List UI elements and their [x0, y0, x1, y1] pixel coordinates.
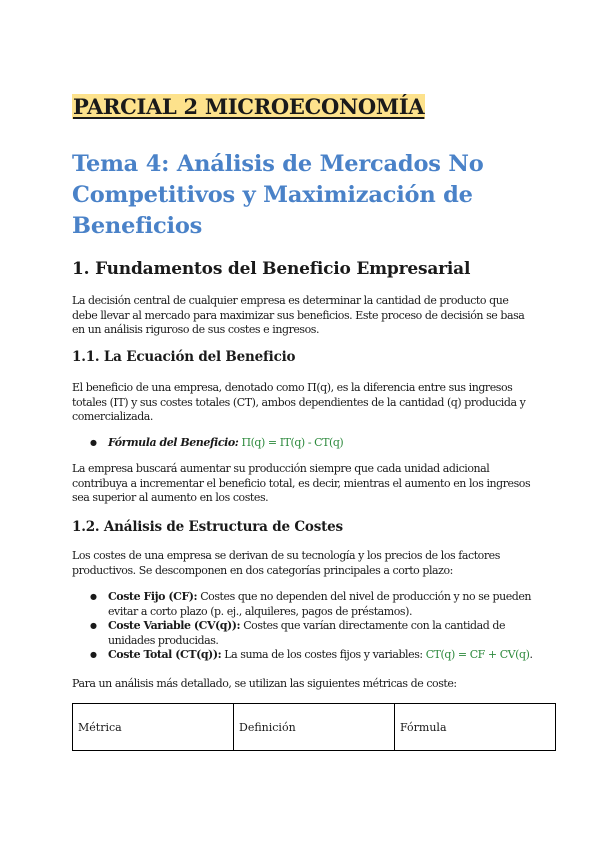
list-item	[72, 619, 538, 648]
bullet-label: Fórmula del Beneficio:	[108, 436, 239, 449]
bullet-text: Costes que varían directamente con la cantidad de unidades producidas.	[108, 619, 506, 647]
document-title-text: PARCIAL 2 MICROECONOMÍA	[73, 94, 425, 119]
list-item	[72, 590, 538, 619]
table-row	[73, 704, 556, 751]
bullet-label: Coste Total (CT(q)):	[108, 648, 222, 661]
benefit-formula: Π(q) = IT(q) - CT(q)	[241, 436, 344, 449]
bullet-end: .	[529, 648, 533, 661]
benefit-formula-list	[72, 436, 538, 451]
document-title	[72, 94, 425, 119]
topic-title: Tema 4: Análisis de Mercados No Competitivos y Maximización de Beneficios	[72, 151, 484, 239]
section-1-2-paragraph: Los costes de una empresa se derivan de su tecnología y los precios de los factores productivos. Se descomponen en dos categorías principales a corto plazo:	[72, 549, 500, 577]
table-header-cell: Métrica	[73, 704, 234, 751]
section-1-1-paragraph-2: La empresa buscará aumentar su producción siempre que cada unidad adicional contribuya a incrementar el beneficio total, es decir, mientras el aumento en los ingresos sea superior al aumento en los costes.	[72, 462, 531, 504]
bullet-label: Coste Fijo (CF):	[108, 590, 198, 603]
section-1-1-paragraph: El beneficio de una empresa, denotado como Π(q), es la diferencia entre sus ingresos totales (IT) y sus costes totales (CT), ambos dependientes de la cantidad (q) producida y comercializada.	[72, 381, 526, 423]
section-1-1-heading: 1.1. La Ecuación del Beneficio	[72, 349, 296, 365]
table-header-cell: Fórmula	[395, 704, 556, 751]
list-item	[72, 648, 538, 663]
bullet-label: Coste Variable (CV(q)):	[108, 619, 241, 632]
cost-metrics-table	[72, 703, 556, 751]
cost-types-list	[72, 590, 538, 663]
section-1-heading: 1. Fundamentos del Beneficio Empresarial	[72, 259, 471, 279]
total-cost-formula: CT(q) = CF + CV(q)	[425, 648, 530, 661]
section-1-intro: La decisión central de cualquier empresa es determinar la cantidad de producto que debe llevar al mercado para maximizar sus beneficios. Este proceso de decisión se basa en un análisis riguroso de sus costes e ingresos.	[72, 294, 525, 336]
list-item	[72, 436, 538, 451]
table-header-cell: Definición	[234, 704, 395, 751]
bullet-text: Costes que no dependen del nivel de producción y no se pueden evitar a corto plazo (p. ej., alquileres, pagos de préstamos).	[108, 590, 532, 618]
section-1-2-heading: 1.2. Análisis de Estructura de Costes	[72, 519, 343, 535]
bullet-text: La suma de los costes fijos y variables:	[221, 648, 426, 661]
section-1-2-paragraph-2: Para un análisis más detallado, se utilizan las siguientes métricas de coste:	[72, 677, 457, 690]
